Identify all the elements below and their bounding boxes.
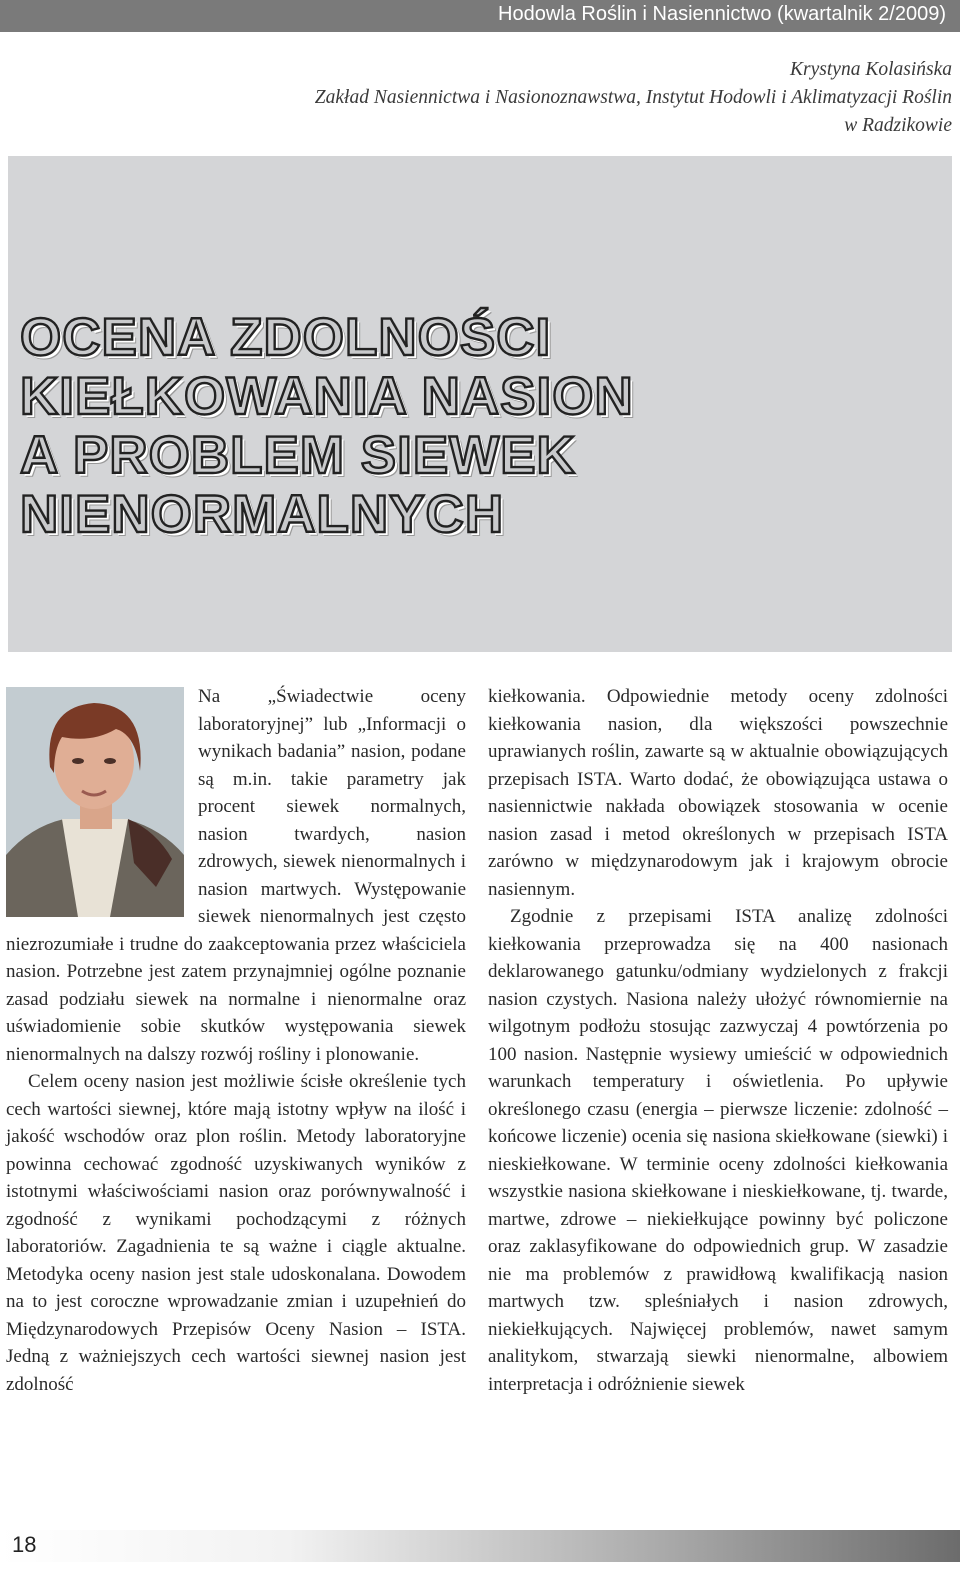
left-paragraph-1: Na „Świadectwie oceny laboratoryjnej” lub „Informacji o wynikach badania” nasion, podane są m.in. takie parametry jak procent siewek normalnych, nasion twardych, nasion zdrowych, siewek nienormalnych i nasion martwych. Występowanie siewek nienormalnych jest często niezrozumiałe i trudne do zaakceptowania przez właściciela nasion. Potrzebne jest zatem przynajmniej ogólne poznanie zasad podziału siewek na normalne i nienormalne oraz uświadomienie sobie skutków występowania siewek nienormalnych na dalszy rozwój rośliny i plonowanie. <box>6 686 466 1065</box>
right-paragraph-1: kiełkowania. Odpowiednie metody oceny zdolności kiełkowania nasion, dla większości powszechnie uprawianych roślin, zawarte są w aktualnie obowiązujących przepisach ISTA. Warto dodać, że obowiązująca ustawa o nasiennictwie nakłada obowiązek stosowania w ocenie nasion zasad i metod określonych w przepisach ISTA zarówno w międzynarodowym jak i krajowym obrocie nasiennym. <box>488 686 948 900</box>
author-location: w Radzikowie <box>844 115 952 136</box>
author-photo <box>6 687 184 917</box>
left-paragraph-2: Celem oceny nasion jest możliwie ścisłe określenie tych cech wartości siewnej, które mają istotny wpływ na ilość i jakość wschodów oraz plon roślin. Metody laboratoryjne powinna cechować zgodność uzyskiwanych wyników z istotnymi właściwościami nasion oraz porównywalność i zgodność z wynikami pochodzącymi z różnych laboratoriów. Zagadnienia te są ważne i ciągle aktualne. Metodyka oceny nasion jest stale udoskonalana. Dowodem na to jest coroczne wprowadzanie zmian i uzupełnień do Międzynarodowych Przepisów Oceny Nasion – ISTA. Jedną z ważniejszych cech wartości siewnej nasion jest zdolność <box>6 1071 466 1395</box>
title-line: A PROBLEM SIEWEK <box>20 426 576 485</box>
title-panel <box>8 156 952 652</box>
right-paragraph-2: Zgodnie z przepisami ISTA analizę zdolności kiełkowania przeprowadza się na 400 nasionach deklarowanego gatunku/odmiany wydzielonych z frakcji nasion czystych. Nasiona należy ułożyć równomiernie na wilgotnym podłożu stosując zazwyczaj 4 powtórzenia po 100 nasion. Następnie wysiewy umieścić w odpowiednich warunkach temperatury i oświetlenia. Po upływie określonego czasu (energia – pierwsze liczenie: zdolność – końcowe liczenie) ocenia się nasiona skiełkowane (siewki) i nieskiełkowane. W terminie oceny zdolności kiełkowania wszystkie nasiona skiełkowane i nieskiełkowane, tj. twarde, martwe, zdrowe – niekiełkujące powinny być policzone oraz zaklasyfikowane do odpowiednich grup. W zasadzie nie ma problemów z prawidłową kwalifikacją nasion martwych tzw. spleśniałych i nasion zdrowych, niekiełkujących. Najwięcej problemów, nawet samym analitykom, stwarzają siewki nienormalne, albowiem interpretacja i odróżnienie siewek <box>488 906 948 1395</box>
author-portrait-image <box>6 687 184 917</box>
title-line: NIENORMALNYCH <box>20 485 505 544</box>
page-number: 18 <box>12 1532 37 1557</box>
author-name: Krystyna Kolasińska <box>790 59 952 80</box>
journal-title: Hodowla Roślin i Nasiennictwo (kwartalnik 2/2009) <box>498 3 946 25</box>
title-line: KIEŁKOWANIA NASION <box>20 367 634 426</box>
left-column <box>6 683 466 1398</box>
right-column <box>488 683 948 1398</box>
title-line: OCENA ZDOLNOŚCI <box>20 308 552 367</box>
footer-bar <box>0 1530 960 1562</box>
author-affiliation: Zakład Nasiennictwa i Nasionoznawstwa, Instytut Hodowli i Aklimatyzacji Roślin <box>314 87 952 108</box>
author-block <box>52 56 952 140</box>
article-title <box>20 308 634 544</box>
